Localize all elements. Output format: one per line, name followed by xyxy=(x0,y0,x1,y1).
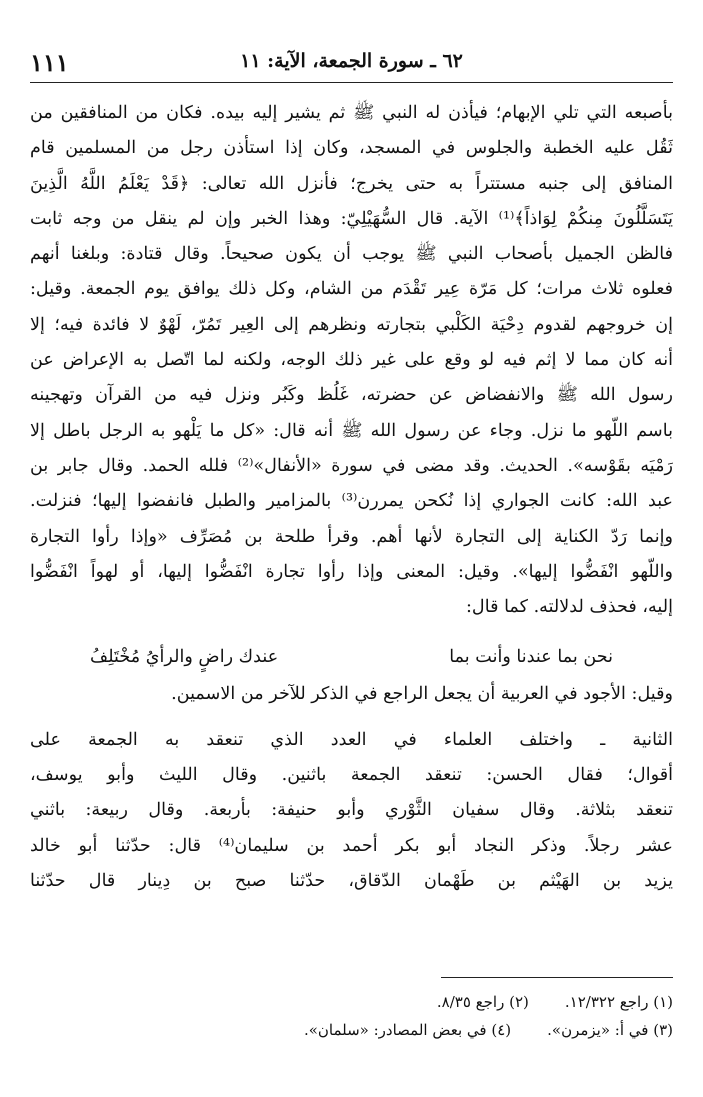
footnote-row xyxy=(30,988,673,1016)
footnote: (١) راجع ١٢/٣٢٢. xyxy=(564,993,673,1011)
text-line: أقوال؛ فقال الحسن: تنعقد الجمعة باثنين. وقال الليث وأبو يوسف، xyxy=(30,765,673,786)
text-line: تنعقد بثلاثة. وقال سفيان الثَّوْري وأبو حنيفة: بأربعة. وقال ربيعة: باثني xyxy=(30,800,673,821)
footnote: (٣) في أ: «يزمرن». xyxy=(547,1021,673,1039)
text-line: ثَقُل عليه الخطبة والجلوس في المسجد، وكان إذا استأذن رجل من المسلمين قام xyxy=(30,138,673,159)
text-line: فالظن الجميل بأصحاب النبي ﷺ يوجب أن يكون صحيحاً. وقال قتادة: وبلغنا أنهم xyxy=(30,244,673,265)
footnote-row xyxy=(30,1016,673,1044)
text-line: فعلوه ثلاث مرات؛ كل مَرّة عِير تَقْدَم من الشام، وكل ذلك يوافق يوم الجمعة. وقيل: xyxy=(30,279,673,300)
text-line: إن خروجهم لقدوم دِحْيَة الكَلْبي بتجارته ونظرهم إلى العِير تَمُرّ، لَهْوٌ لا فائدة فيه؛ إلا xyxy=(30,314,673,335)
footnote: (٢) راجع ٨/٣٥. xyxy=(436,993,529,1011)
text-line: إليه، فحذف لدلالته. كما قال: xyxy=(466,597,673,618)
text-line: يَتَسَلَّلُونَ مِنكُمْ لِوَاذاً﴾⁽¹⁾ الآية. قال السُّهَيْلِيّ: وهذا الخبر وإن لم ينقل من وجه ثابت xyxy=(30,208,673,229)
poem-verse xyxy=(30,637,673,677)
page-number: ١١١ xyxy=(30,48,69,77)
poem-first-hemistich: نحن بما عندنا وأنت بما xyxy=(449,647,613,668)
text-line: رسول الله ﷺ والانفضاض عن حضرته، غَلُظ وكَبُر ونزل فيه من القرآن وتهجينه xyxy=(30,385,673,406)
paragraph-heading-line: الثانية ـ واختلف العلماء في العدد الذي تنعقد به الجمعة على xyxy=(30,729,673,750)
text-line: عشر رجلاً. وذكر النجاد أبو بكر أحمد بن سليمان⁽⁴⁾ قال: حدّثنا أبو خالد xyxy=(30,835,673,856)
text-line: رَمْيَه بقَوْسه». الحديث. وقد مضى في سورة «الأنفال»⁽²⁾ فلله الحمد. وقال جابر بن xyxy=(30,455,673,476)
text-line: عبد الله: كانت الجواري إذا نُكحن يمررن⁽³⁾ بالمزامير والطبل فانفضوا إليها؛ فنزلت. xyxy=(30,491,673,512)
footnote-divider xyxy=(441,977,673,978)
text-line: وقيل: الأجود في العربية أن يجعل الراجع في الذكر للآخر من الاسمين. xyxy=(171,684,673,705)
page-body xyxy=(30,96,673,899)
text-line: وإنما رَدّ الكناية إلى التجارة لأنها أهم. وقرأ طلحة بن مُصَرِّف «وإذا رأوا التجارة xyxy=(30,526,673,547)
footnotes xyxy=(30,988,673,1044)
text-line: باسم اللّهو ما نزل. وجاء عن رسول الله ﷺ أنه قال: «كل ما يَلْهو به الرجل باطل إلا xyxy=(30,420,673,441)
footnote: (٤) في بعض المصادر: «سلمان». xyxy=(303,1021,512,1039)
text-line: يزيد بن الهَيْثم بن طَهْمان الدّقاق، حدّثنا صبح بن دِينار قال حدّثنا xyxy=(30,870,673,891)
page-header xyxy=(30,40,673,83)
poem-second-hemistich: عندك راضٍ والرأيُ مُخْتَلِفُ xyxy=(90,647,279,668)
running-head: ٦٢ ـ سورة الجمعة، الآية: ١١ xyxy=(240,50,463,72)
text-line: أنه كان مما لا إثم فيه لو وقع على غير ذلك الوجه، ولكنه لما اتّصل به الإعراض عن xyxy=(30,350,673,371)
text-line: بأصبعه التي تلي الإبهام؛ فيأذن له النبي ﷺ ثم يشير إليه بيده. فكان من المنافقين من xyxy=(30,103,673,123)
text-line: المنافق إلى جنبه مستتراً به حتى يخرج؛ فأنزل الله تعالى: ﴿قَدْ يَعْلَمُ اللَّهُ الَّذِينَ xyxy=(30,173,673,194)
text-line: واللّهو انْفَضُّوا إليها». وقيل: المعنى وإذا رأوا تجارة انْفَضُّوا إليها، أو لهواً انْفَضُّوا xyxy=(30,561,673,582)
